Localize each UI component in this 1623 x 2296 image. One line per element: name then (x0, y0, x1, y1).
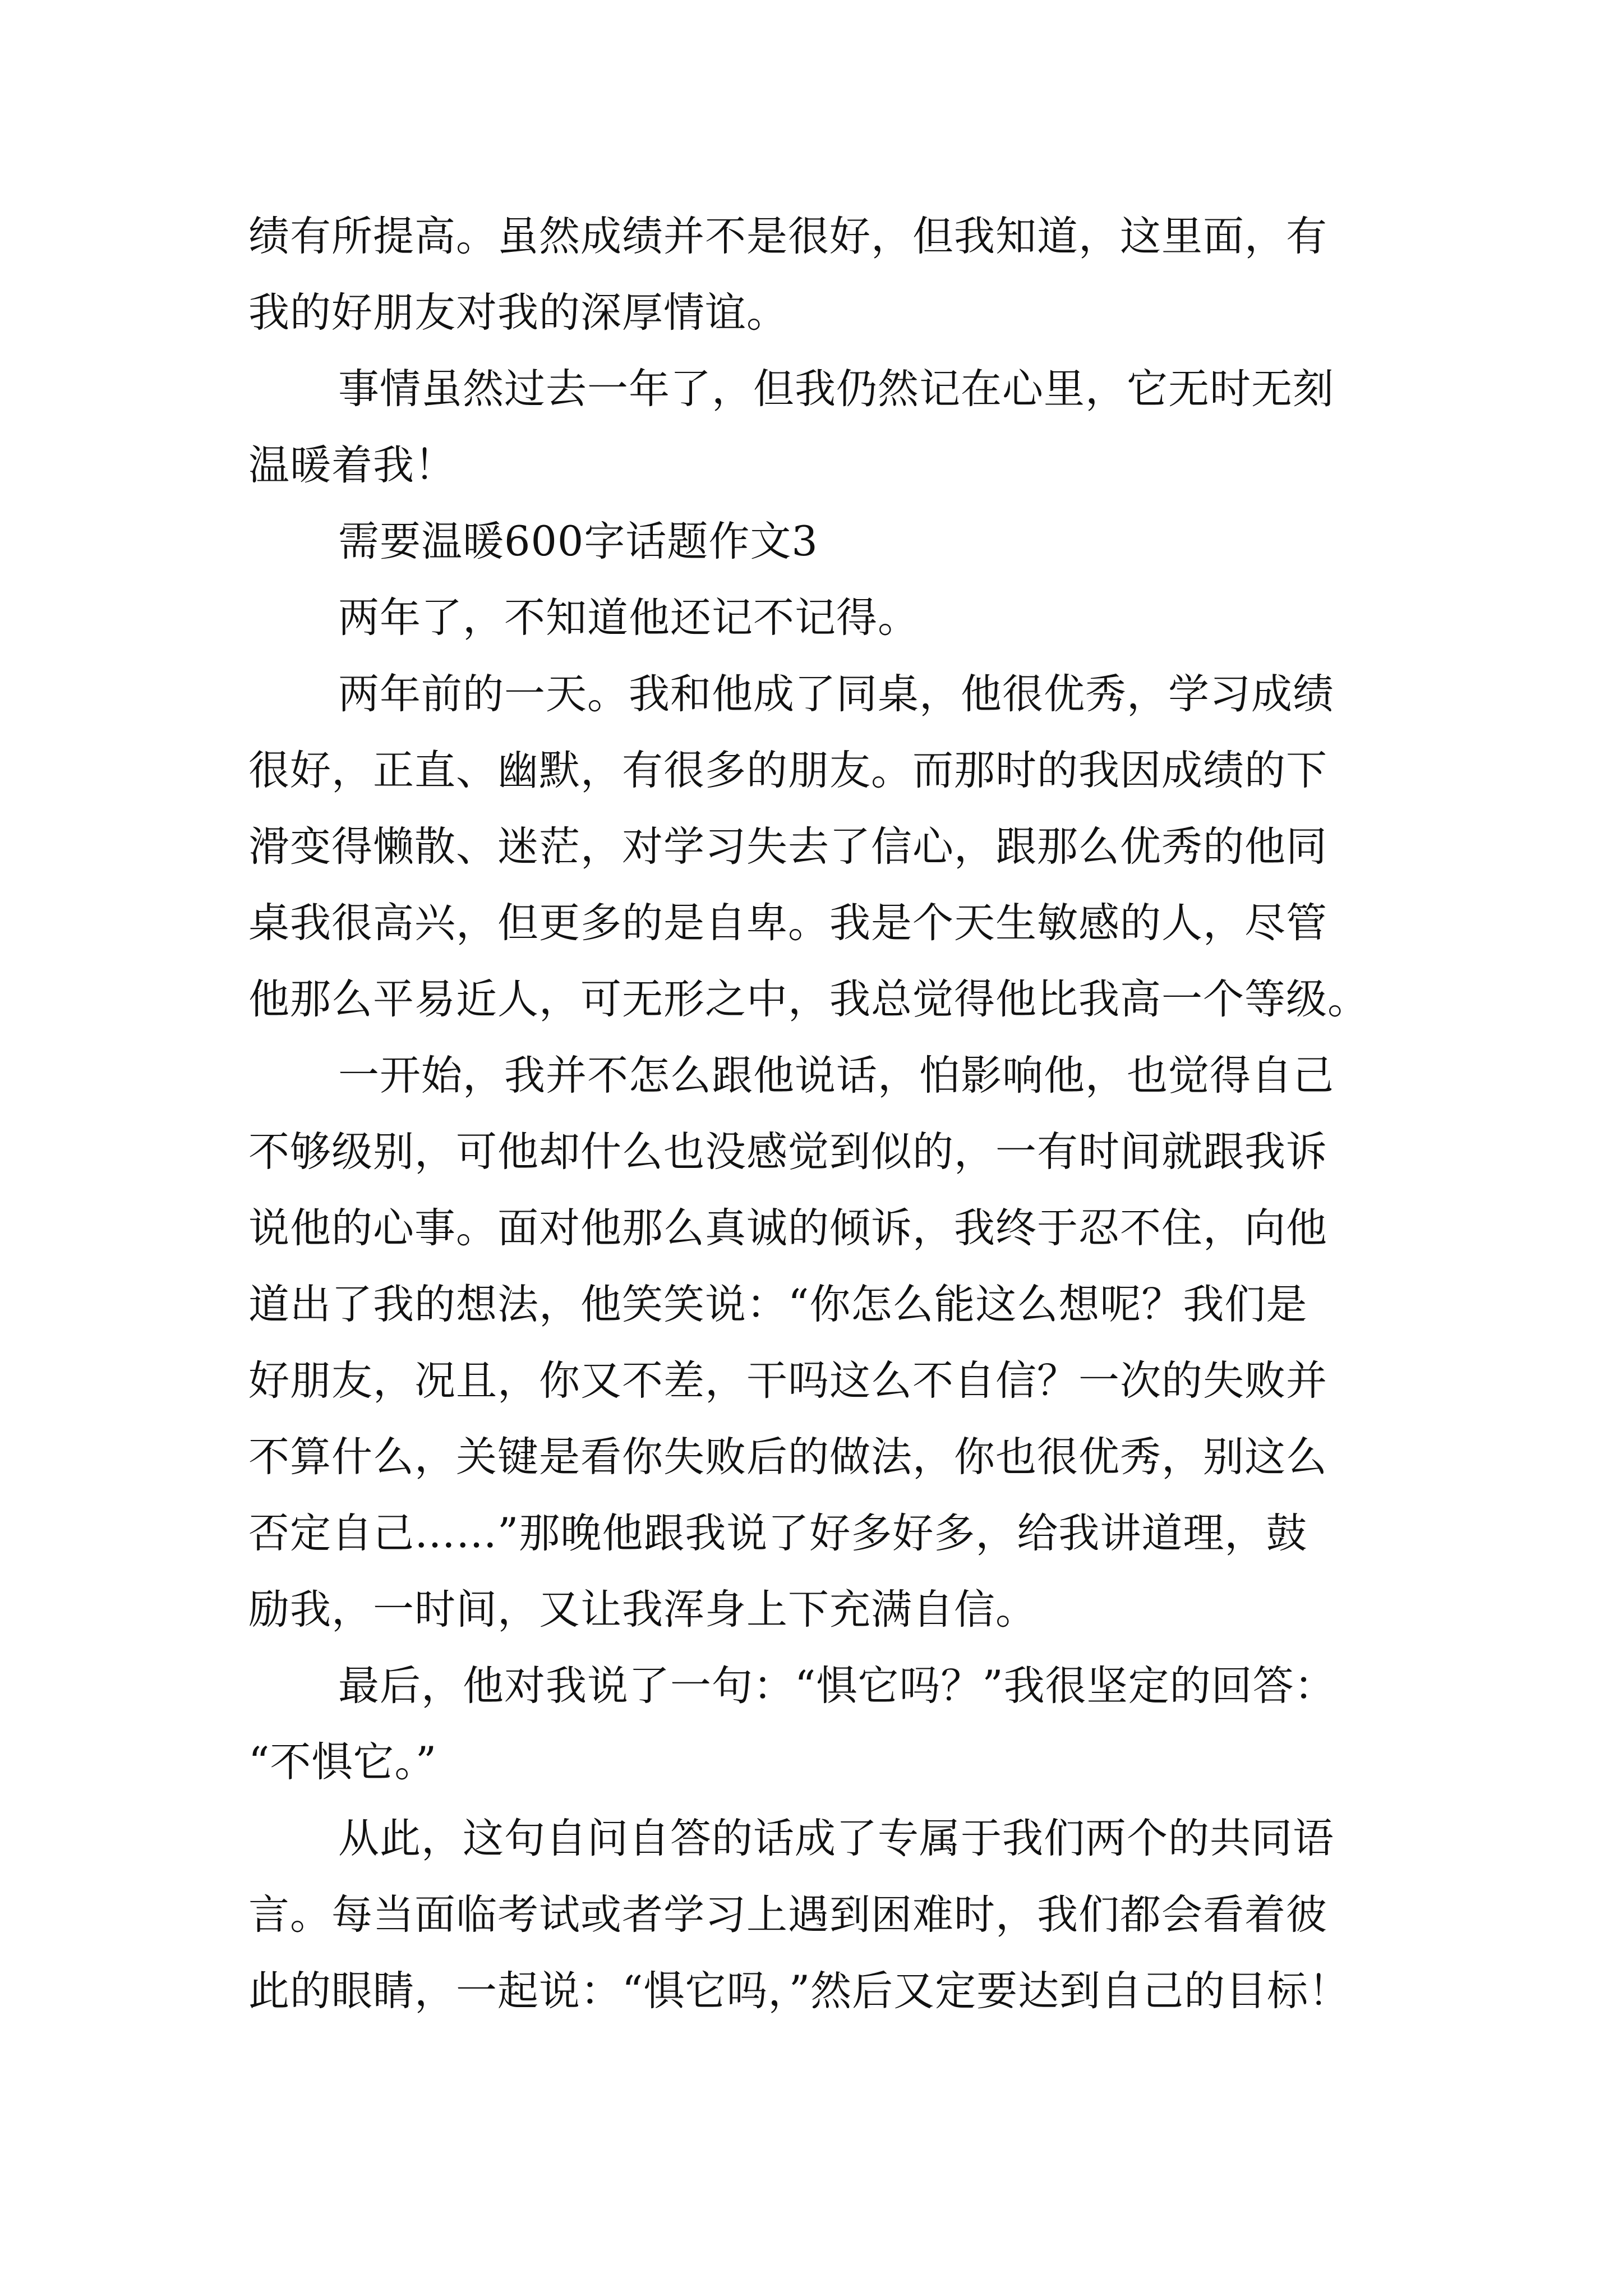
paragraph-start-line: 两年了，不知道他还记不记得。 (338, 594, 919, 642)
text-line: 不够级别，可他却什么也没感觉到似的，一有时间就跟我诉 (248, 1128, 1327, 1176)
text-line: 言。每当面临考试或者学习上遇到困难时，我们都会看着彼 (248, 1891, 1327, 1939)
text-line: 桌我很高兴，但更多的是自卑。我是个天生敏感的人，尽管 (248, 899, 1327, 947)
text-line: 滑变得懒散、迷茫，对学习失去了信心，跟那么优秀的他同 (248, 823, 1327, 871)
text-line: 说他的心事。面对他那么真诚的倾诉，我终于忍不住，向他 (248, 1204, 1327, 1252)
paragraph-start-line: 事情虽然过去一年了，但我仍然记在心里，它无时无刻 (338, 365, 1334, 413)
text-line: 道出了我的想法，他笑笑说：“你怎么能这么想呢？我们是 (248, 1281, 1308, 1328)
paragraph-start-line: 一开始，我并不怎么跟他说话，怕影响他，也觉得自己 (338, 1052, 1334, 1099)
text-line: 否定自己……”那晚他跟我说了好多好多，给我讲道理，鼓 (248, 1510, 1308, 1557)
text-line: 他那么平易近人，可无形之中，我总觉得他比我高一个等级。 (248, 976, 1369, 1023)
paragraph-start-line: 从此，这句自问自答的话成了专属于我们两个的共同语 (338, 1815, 1334, 1862)
text-line: 励我，一时间，又让我浑身上下充满自信。 (248, 1586, 1037, 1634)
text-line: 不算什么，关键是看你失败后的做法，你也很优秀，别这么 (248, 1433, 1327, 1481)
text-line: 此的眼睛，一起说：“惧它吗，”然后又定要达到自己的目标！ (248, 1967, 1350, 2015)
paragraph-start-line: 最后，他对我说了一句：“惧它吗？”我很坚定的回答： (338, 1662, 1336, 1710)
paragraph-start-line: 两年前的一天。我和他成了同桌，他很优秀，学习成绩 (338, 670, 1334, 718)
text-line: 绩有所提高。虽然成绩并不是很好，但我知道，这里面，有 (248, 213, 1327, 260)
section-heading: 需要温暖600字话题作文3 (338, 518, 818, 565)
text-line: 温暖着我！ (248, 441, 456, 489)
text-line: 好朋友，况且，你又不差，干吗这么不自信？一次的失败并 (248, 1357, 1327, 1405)
text-line: 很好，正直、幽默，有很多的朋友。而那时的我因成绩的下 (248, 747, 1327, 794)
text-line: “不惧它。” (248, 1738, 437, 1786)
text-line: 我的好朋友对我的深厚情谊。 (248, 289, 788, 337)
